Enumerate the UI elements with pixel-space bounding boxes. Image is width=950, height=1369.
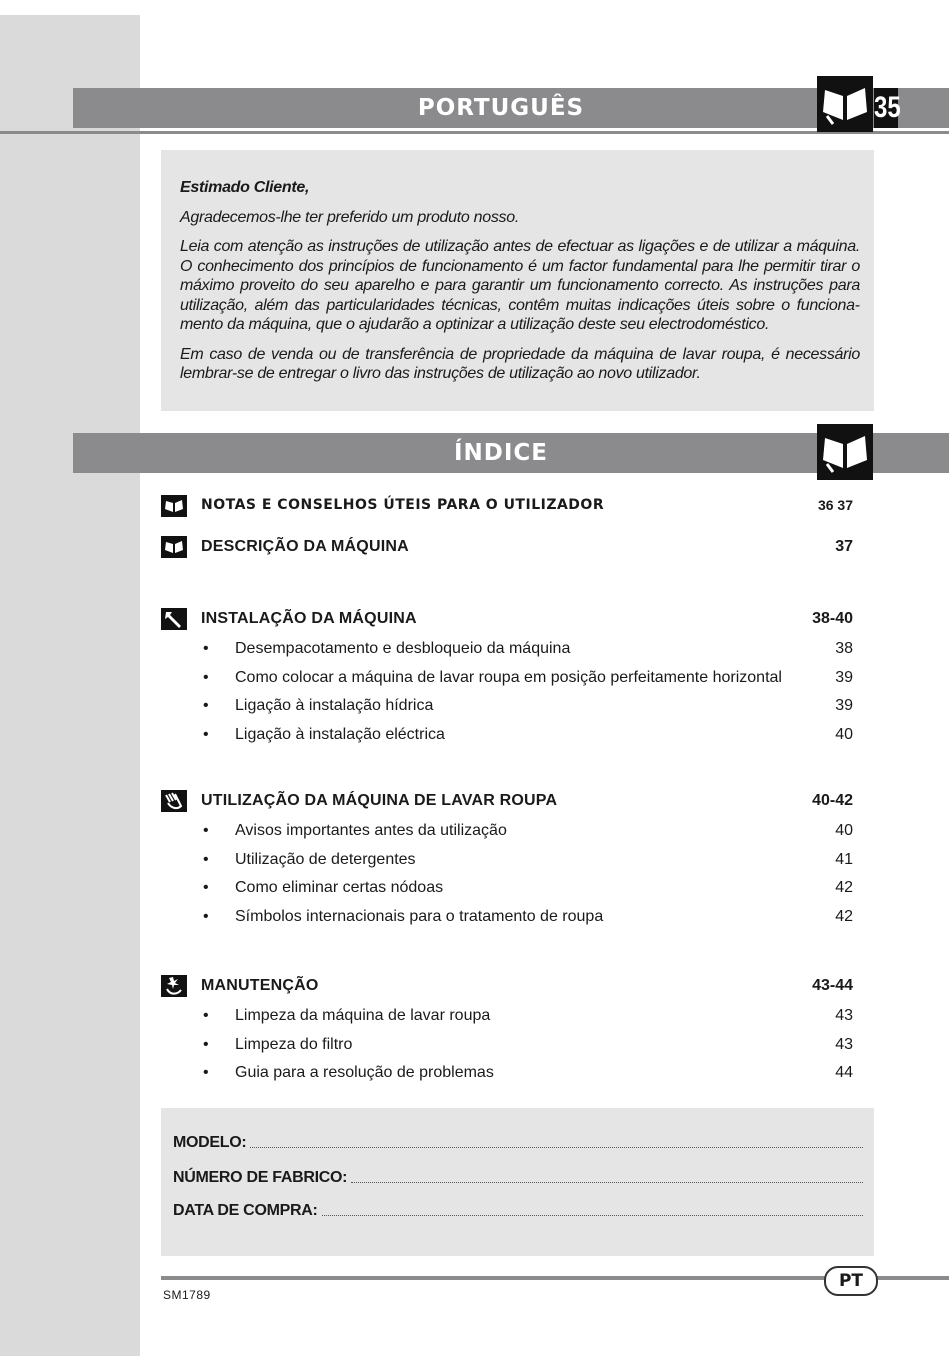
toc-item-label: Desempacotamento e desbloqueio da máquina (235, 640, 571, 657)
toc-item-label: Como colocar a máquina de lavar roupa em posição perfeitamente horizontal (235, 668, 782, 686)
toc-item-label: Limpeza do filtro (235, 1035, 353, 1053)
toc-item-page: 39 (835, 668, 853, 686)
index-title: ÍNDICE (453, 440, 549, 466)
book-icon (161, 495, 187, 517)
book-icon (817, 76, 873, 132)
intro-greeting: Estimado Cliente, (180, 179, 310, 196)
book-icon (817, 424, 873, 480)
header-rule (0, 131, 949, 134)
wrench-icon (161, 608, 187, 630)
toc-section-title: NOTAS E CONSELHOS ÚTEIS PARA O UTILIZADOR (201, 497, 605, 513)
toc-section-pages: 38-40 (812, 610, 853, 627)
toc-item-page: 40 (835, 822, 853, 839)
toc-section (161, 608, 861, 750)
document-code: SM1789 (163, 1288, 211, 1302)
toc-section (161, 536, 861, 558)
toc-section-pages: 36 37 (817, 497, 853, 513)
toc-item[interactable]: • Utilização de detergentes 41 (203, 850, 853, 868)
toc-item-page: 42 (835, 879, 853, 896)
modelo-field[interactable] (173, 1132, 863, 1152)
toc-section-header[interactable] (161, 608, 861, 630)
toc-item-page: 43 (835, 1007, 853, 1024)
toc-item-label: Símbolos internacionais para o tratamento de roupa (235, 907, 604, 925)
page-number: 35 (874, 88, 898, 128)
toc-item[interactable]: • Avisos importantes antes da utilização 40 (203, 822, 853, 839)
toc-section-title: INSTALAÇÃO DA MÁQUINA (201, 610, 417, 627)
book-icon (161, 536, 187, 558)
toc-item-page: 40 (835, 725, 853, 743)
modelo-label: MODELO: (173, 1134, 247, 1151)
toc-item-label: Guia para a resolução de problemas (235, 1064, 494, 1081)
language-title: PORTUGUÊS (417, 95, 585, 121)
toc-item-page: 44 (835, 1064, 853, 1081)
toc-item[interactable]: • Símbolos internacionais para o tratamento de roupa 42 (203, 907, 853, 925)
toc-item-label: Utilização de detergentes (235, 850, 416, 868)
toc-section-header[interactable] (161, 790, 861, 812)
toc-item[interactable]: • Ligação à instalação eléctrica 40 (203, 725, 853, 743)
language-badge: PT (824, 1266, 878, 1296)
toc-section-pages: 43-44 (812, 977, 853, 994)
toc-item-label: Ligação à instalação hídrica (235, 697, 434, 714)
toc-item-label: Como eliminar certas nódoas (235, 879, 444, 896)
toc-section-pages: 37 (835, 538, 853, 555)
toc-section-header[interactable] (161, 975, 861, 997)
toc-section (161, 790, 861, 932)
intro-paragraph: Em caso de venda ou de transferência de propriedade da máquina de lavar roupa, é necessário lembrar-se de entregar o livro das instruções de utilização ao novo utilizador. (180, 345, 860, 382)
numero-fabrico-field[interactable] (173, 1167, 863, 1187)
toc-section-header[interactable] (161, 495, 861, 517)
hand-icon (161, 790, 187, 812)
toc-section-title: MANUTENÇÃO (201, 977, 319, 994)
intro-box (161, 150, 874, 411)
intro-paragraph: Leia com atenção as instruções de utilização antes de efectuar as ligações e de utilizar a máquina. O conhecimento dos princípios de funcionamento é um factor fundamental para lhe permitir tirar o máximo proveito do seu aparelho e para garantir um funcionamento correcto. As instruções para utilização, além das particularidades técnicas, contêm muitas indicações úteis sobre o funcionamento da máquina, que o ajudarão a optinizar a utilização deste seu electrodoméstico. (180, 238, 860, 333)
toc-item[interactable]: • Desempacotamento e desbloqueio da máquina 38 (203, 640, 853, 657)
toc-section-title: DESCRIÇÃO DA MÁQUINA (201, 538, 409, 555)
toc-section-header[interactable] (161, 536, 861, 558)
numero-fabrico-label: NÚMERO DE FABRICO: (173, 1169, 348, 1186)
toc-item[interactable]: • Limpeza do filtro 43 (203, 1035, 853, 1053)
sparkle-hand-icon (161, 975, 187, 997)
toc-item[interactable]: • Como eliminar certas nódoas 42 (203, 879, 853, 896)
data-compra-field[interactable] (173, 1200, 863, 1220)
data-compra-label: DATA DE COMPRA: (173, 1202, 318, 1219)
toc-item[interactable]: • Guia para a resolução de problemas 44 (203, 1064, 853, 1081)
side-margin (0, 15, 140, 1356)
toc-item-label: Limpeza da máquina de lavar roupa (235, 1007, 491, 1024)
toc-section (161, 495, 861, 517)
toc-item-page: 39 (835, 697, 853, 714)
intro-paragraph: Agradecemos-lhe ter preferido um produto nosso. (180, 208, 519, 226)
toc-item-page: 43 (835, 1035, 853, 1053)
toc-item-page: 42 (835, 907, 853, 925)
toc-section-pages: 40-42 (812, 792, 853, 809)
toc-item-label: Ligação à instalação eléctrica (235, 725, 445, 743)
toc-item-page: 41 (835, 850, 853, 868)
toc-item[interactable]: • Como colocar a máquina de lavar roupa em posição perfeitamente horizontal 39 (203, 668, 853, 686)
toc-item-label: Avisos importantes antes da utilização (235, 822, 507, 839)
toc-section-title: UTILIZAÇÃO DA MÁQUINA DE LAVAR ROUPA (201, 792, 558, 809)
toc-item[interactable]: • Limpeza da máquina de lavar roupa 43 (203, 1007, 853, 1024)
toc-item-page: 38 (835, 640, 853, 657)
toc-section (161, 975, 861, 1089)
toc-item[interactable]: • Ligação à instalação hídrica 39 (203, 697, 853, 714)
